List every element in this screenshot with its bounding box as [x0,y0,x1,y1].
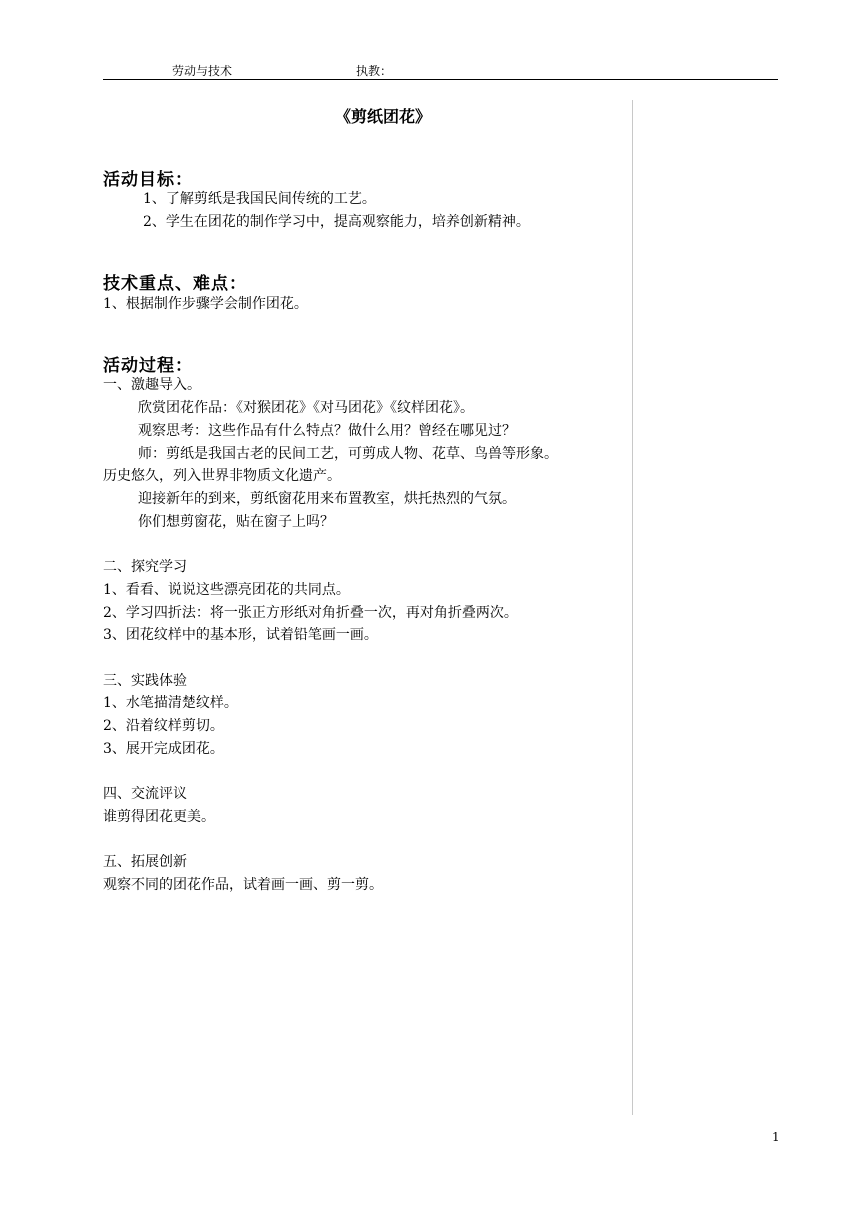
page-number: 1 [772,1130,780,1144]
header-teacher-label: 执教： [356,64,393,78]
step-title: 五、拓展创新 [103,854,187,870]
step-line: 3、展开完成团花。 [103,741,224,757]
step-line: 3、团花纹样中的基本形，试着铅笔画一画。 [103,627,378,643]
step-line: 迎接新年的到来，剪纸窗花用来布置教室，烘托热烈的气氛。 [138,491,516,507]
step-line: 你们想剪窗花，贴在窗子上吗？ [138,514,334,530]
step-line: 观察思考：这些作品有什么特点？做什么用？曾经在哪见过？ [138,423,516,439]
step-line: 谁剪得团花更美。 [103,809,215,825]
document-title: 《剪纸团花》 [334,107,431,126]
step-line: 欣赏团花作品：《对猴团花》《对马团花》《纹样团花》。 [138,400,474,416]
objective-item: 1、了解剪纸是我国民间传统的工艺。 [143,191,376,207]
step-line: 1、水笔描清楚纹样。 [103,695,238,711]
step-title: 四、交流评议 [103,786,187,802]
step-title: 二、探究学习 [103,559,187,575]
header-subject: 劳动与技术 [172,64,233,78]
step-title: 三、实践体验 [103,673,187,689]
step-line: 观察不同的团花作品，试着画一画、剪一剪。 [103,877,383,893]
header-divider [103,79,778,80]
key-points-heading: 技术重点、难点： [103,274,247,294]
objective-item: 2、学生在团花的制作学习中，提高观察能力，培养创新精神。 [143,214,530,230]
step-line: 历史悠久，列入世界非物质文化遗产。 [103,468,341,484]
step-line: 1、看看、说说这些漂亮团花的共同点。 [103,582,350,598]
step-line: 师：剪纸是我国古老的民间工艺，可剪成人物、花草、鸟兽等形象。 [138,446,558,462]
step-line: 2、学习四折法：将一张正方形纸对角折叠一次，再对角折叠两次。 [103,605,518,621]
step-title: 一、激趣导入。 [103,377,201,393]
objectives-heading: 活动目标： [103,170,193,190]
key-point-item: 1、根据制作步骤学会制作团花。 [103,296,308,312]
process-heading: 活动过程： [103,356,193,376]
step-line: 2、沿着纹样剪切。 [103,718,224,734]
margin-column-divider [632,100,633,1115]
